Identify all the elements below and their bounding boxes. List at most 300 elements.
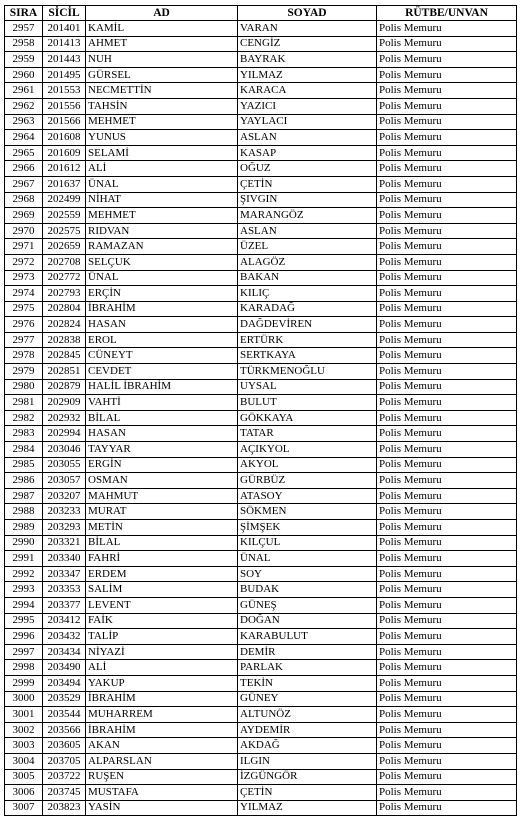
cell-soyad: ÜZEL	[238, 239, 377, 255]
table-row	[5, 254, 517, 270]
cell-ad: YAKUP	[86, 675, 238, 691]
cell-rutbe: Polis Memuru	[377, 644, 517, 660]
table-row	[5, 520, 517, 536]
header-sira: SIRA	[5, 6, 43, 21]
cell-rutbe: Polis Memuru	[377, 286, 517, 302]
cell-sicil: 203722	[43, 769, 86, 785]
cell-rutbe: Polis Memuru	[377, 660, 517, 676]
table-row	[5, 426, 517, 442]
cell-sira: 3002	[5, 722, 43, 738]
table-row	[5, 83, 517, 99]
cell-soyad: DAĞDEVİREN	[238, 317, 377, 333]
cell-sira: 3006	[5, 785, 43, 801]
cell-soyad: PARLAK	[238, 660, 377, 676]
cell-rutbe: Polis Memuru	[377, 317, 517, 333]
cell-soyad: ALAGÖZ	[238, 254, 377, 270]
cell-sicil: 202793	[43, 286, 86, 302]
cell-ad: HASAN	[86, 317, 238, 333]
cell-sicil: 201637	[43, 176, 86, 192]
cell-soyad: ÜNAL	[238, 551, 377, 567]
cell-sira: 2968	[5, 192, 43, 208]
cell-ad: YASİN	[86, 800, 238, 816]
cell-soyad: SOY	[238, 566, 377, 582]
cell-ad: ERGİN	[86, 457, 238, 473]
cell-ad: ÜNAL	[86, 176, 238, 192]
cell-rutbe: Polis Memuru	[377, 239, 517, 255]
cell-sira: 2994	[5, 597, 43, 613]
cell-sira: 2986	[5, 473, 43, 489]
cell-sira: 2962	[5, 98, 43, 114]
cell-sira: 2957	[5, 21, 43, 37]
cell-soyad: CENGİZ	[238, 36, 377, 52]
cell-soyad: BAKAN	[238, 270, 377, 286]
table-row	[5, 192, 517, 208]
cell-rutbe: Polis Memuru	[377, 426, 517, 442]
cell-sira: 3004	[5, 753, 43, 769]
cell-rutbe: Polis Memuru	[377, 613, 517, 629]
table-row	[5, 176, 517, 192]
cell-ad: BİLAL	[86, 535, 238, 551]
cell-rutbe: Polis Memuru	[377, 410, 517, 426]
cell-ad: TALİP	[86, 629, 238, 645]
cell-ad: İBRAHİM	[86, 722, 238, 738]
table-row	[5, 145, 517, 161]
cell-sicil: 202845	[43, 348, 86, 364]
cell-rutbe: Polis Memuru	[377, 223, 517, 239]
cell-ad: ÜNAL	[86, 270, 238, 286]
cell-soyad: ERTÜRK	[238, 332, 377, 348]
cell-ad: HALİL İBRAHİM	[86, 379, 238, 395]
cell-sira: 2987	[5, 488, 43, 504]
cell-sira: 2970	[5, 223, 43, 239]
table-row	[5, 644, 517, 660]
cell-rutbe: Polis Memuru	[377, 161, 517, 177]
cell-sira: 2979	[5, 364, 43, 380]
cell-sicil: 202772	[43, 270, 86, 286]
cell-sicil: 202879	[43, 379, 86, 395]
cell-ad: MEHMET	[86, 114, 238, 130]
cell-rutbe: Polis Memuru	[377, 457, 517, 473]
cell-ad: CEVDET	[86, 364, 238, 380]
cell-sira: 2971	[5, 239, 43, 255]
cell-rutbe: Polis Memuru	[377, 270, 517, 286]
cell-sira: 2992	[5, 566, 43, 582]
table-row	[5, 239, 517, 255]
table-row	[5, 114, 517, 130]
table-row	[5, 629, 517, 645]
cell-ad: BİLAL	[86, 410, 238, 426]
cell-rutbe: Polis Memuru	[377, 504, 517, 520]
cell-sicil: 203432	[43, 629, 86, 645]
table-row	[5, 36, 517, 52]
cell-soyad: YAZICI	[238, 98, 377, 114]
cell-rutbe: Polis Memuru	[377, 629, 517, 645]
cell-ad: RAMAZAN	[86, 239, 238, 255]
cell-ad: ALPARSLAN	[86, 753, 238, 769]
cell-ad: KAMİL	[86, 21, 238, 37]
cell-sicil: 203046	[43, 442, 86, 458]
table-row	[5, 130, 517, 146]
cell-soyad: GÜNEŞ	[238, 597, 377, 613]
cell-sira: 2995	[5, 613, 43, 629]
cell-ad: SALİM	[86, 582, 238, 598]
cell-rutbe: Polis Memuru	[377, 520, 517, 536]
table-row	[5, 348, 517, 364]
cell-ad: ALİ	[86, 660, 238, 676]
table-row	[5, 504, 517, 520]
cell-sicil: 203605	[43, 738, 86, 754]
cell-soyad: KILÇUL	[238, 535, 377, 551]
cell-sira: 3005	[5, 769, 43, 785]
cell-rutbe: Polis Memuru	[377, 130, 517, 146]
table-row	[5, 675, 517, 691]
cell-sicil: 203705	[43, 753, 86, 769]
cell-sira: 2958	[5, 36, 43, 52]
cell-rutbe: Polis Memuru	[377, 738, 517, 754]
cell-sicil: 203490	[43, 660, 86, 676]
cell-sicil: 203412	[43, 613, 86, 629]
cell-sicil: 201413	[43, 36, 86, 52]
table-row	[5, 535, 517, 551]
cell-sira: 2982	[5, 410, 43, 426]
cell-soyad: BULUT	[238, 395, 377, 411]
cell-soyad: GÜNEY	[238, 691, 377, 707]
cell-rutbe: Polis Memuru	[377, 722, 517, 738]
cell-sira: 2990	[5, 535, 43, 551]
cell-rutbe: Polis Memuru	[377, 582, 517, 598]
table-row	[5, 364, 517, 380]
cell-rutbe: Polis Memuru	[377, 83, 517, 99]
cell-soyad: GÜRBÜZ	[238, 473, 377, 489]
cell-sicil: 203377	[43, 597, 86, 613]
cell-rutbe: Polis Memuru	[377, 364, 517, 380]
table-row	[5, 769, 517, 785]
cell-sira: 2998	[5, 660, 43, 676]
cell-sicil: 202559	[43, 208, 86, 224]
cell-rutbe: Polis Memuru	[377, 145, 517, 161]
cell-sicil: 202932	[43, 410, 86, 426]
cell-soyad: MARANGÖZ	[238, 208, 377, 224]
table-row	[5, 379, 517, 395]
cell-ad: YUNUS	[86, 130, 238, 146]
table-row	[5, 208, 517, 224]
table-row	[5, 691, 517, 707]
cell-sicil: 203340	[43, 551, 86, 567]
table-row	[5, 21, 517, 37]
cell-ad: LEVENT	[86, 597, 238, 613]
cell-sira: 2961	[5, 83, 43, 99]
cell-sicil: 202824	[43, 317, 86, 333]
table-row	[5, 395, 517, 411]
cell-soyad: ŞİMŞEK	[238, 520, 377, 536]
cell-soyad: DEMİR	[238, 644, 377, 660]
cell-sicil: 203347	[43, 566, 86, 582]
table-row	[5, 410, 517, 426]
cell-soyad: KARACA	[238, 83, 377, 99]
table-row	[5, 67, 517, 83]
cell-ad: İBRAHİM	[86, 301, 238, 317]
cell-soyad: TÜRKMENOĞLU	[238, 364, 377, 380]
table-row	[5, 753, 517, 769]
cell-sicil: 201608	[43, 130, 86, 146]
cell-soyad: SÖKMEN	[238, 504, 377, 520]
cell-rutbe: Polis Memuru	[377, 675, 517, 691]
cell-sicil: 202708	[43, 254, 86, 270]
cell-ad: CÜNEYT	[86, 348, 238, 364]
cell-sicil: 201609	[43, 145, 86, 161]
cell-rutbe: Polis Memuru	[377, 301, 517, 317]
cell-ad: SELAMİ	[86, 145, 238, 161]
cell-sicil: 203494	[43, 675, 86, 691]
cell-rutbe: Polis Memuru	[377, 379, 517, 395]
table-row	[5, 442, 517, 458]
table-row	[5, 707, 517, 723]
cell-ad: MAHMUT	[86, 488, 238, 504]
cell-soyad: SERTKAYA	[238, 348, 377, 364]
cell-rutbe: Polis Memuru	[377, 348, 517, 364]
table-row	[5, 301, 517, 317]
cell-soyad: BUDAK	[238, 582, 377, 598]
cell-rutbe: Polis Memuru	[377, 551, 517, 567]
cell-sira: 2972	[5, 254, 43, 270]
cell-rutbe: Polis Memuru	[377, 332, 517, 348]
table-row	[5, 800, 517, 816]
table-row	[5, 223, 517, 239]
cell-sira: 3001	[5, 707, 43, 723]
cell-rutbe: Polis Memuru	[377, 114, 517, 130]
table-row	[5, 98, 517, 114]
cell-ad: FAİK	[86, 613, 238, 629]
cell-ad: EROL	[86, 332, 238, 348]
cell-soyad: TATAR	[238, 426, 377, 442]
cell-sira: 2980	[5, 379, 43, 395]
cell-rutbe: Polis Memuru	[377, 753, 517, 769]
cell-sira: 2978	[5, 348, 43, 364]
cell-sira: 2976	[5, 317, 43, 333]
cell-soyad: DOĞAN	[238, 613, 377, 629]
table-row	[5, 597, 517, 613]
cell-sira: 2983	[5, 426, 43, 442]
cell-sicil: 202994	[43, 426, 86, 442]
personnel-table	[4, 5, 517, 816]
cell-soyad: ILGIN	[238, 753, 377, 769]
cell-rutbe: Polis Memuru	[377, 473, 517, 489]
cell-sicil: 203353	[43, 582, 86, 598]
cell-ad: TAHSİN	[86, 98, 238, 114]
table-row	[5, 582, 517, 598]
header-rutbe: RÜTBE/UNVAN	[377, 6, 517, 21]
table-row	[5, 738, 517, 754]
cell-ad: MUSTAFA	[86, 785, 238, 801]
cell-soyad: İZGÜNGÖR	[238, 769, 377, 785]
cell-ad: FAHRİ	[86, 551, 238, 567]
cell-sira: 2989	[5, 520, 43, 536]
cell-ad: NİYAZİ	[86, 644, 238, 660]
cell-soyad: YILMAZ	[238, 800, 377, 816]
cell-soyad: YILMAZ	[238, 67, 377, 83]
cell-sicil: 202804	[43, 301, 86, 317]
cell-ad: MEHMET	[86, 208, 238, 224]
cell-sira: 2966	[5, 161, 43, 177]
cell-sicil: 201556	[43, 98, 86, 114]
cell-sicil: 203321	[43, 535, 86, 551]
cell-rutbe: Polis Memuru	[377, 98, 517, 114]
cell-rutbe: Polis Memuru	[377, 67, 517, 83]
cell-rutbe: Polis Memuru	[377, 192, 517, 208]
header-row	[5, 6, 517, 21]
cell-ad: METİN	[86, 520, 238, 536]
cell-sicil: 202575	[43, 223, 86, 239]
cell-rutbe: Polis Memuru	[377, 800, 517, 816]
cell-rutbe: Polis Memuru	[377, 769, 517, 785]
cell-sicil: 203055	[43, 457, 86, 473]
cell-sira: 2999	[5, 675, 43, 691]
cell-sira: 2984	[5, 442, 43, 458]
cell-ad: AKAN	[86, 738, 238, 754]
cell-sira: 2960	[5, 67, 43, 83]
table-row	[5, 332, 517, 348]
cell-ad: AHMET	[86, 36, 238, 52]
cell-sicil: 201566	[43, 114, 86, 130]
cell-sicil: 201443	[43, 52, 86, 68]
cell-rutbe: Polis Memuru	[377, 176, 517, 192]
cell-soyad: ÇETİN	[238, 176, 377, 192]
cell-rutbe: Polis Memuru	[377, 785, 517, 801]
table-body	[5, 21, 517, 816]
cell-sira: 2965	[5, 145, 43, 161]
cell-rutbe: Polis Memuru	[377, 395, 517, 411]
cell-ad: HASAN	[86, 426, 238, 442]
table-row	[5, 722, 517, 738]
header-sicil: SİCİL	[43, 6, 86, 21]
cell-sicil: 202851	[43, 364, 86, 380]
cell-sira: 2963	[5, 114, 43, 130]
cell-sicil: 201553	[43, 83, 86, 99]
cell-rutbe: Polis Memuru	[377, 566, 517, 582]
table-row	[5, 551, 517, 567]
cell-rutbe: Polis Memuru	[377, 707, 517, 723]
cell-rutbe: Polis Memuru	[377, 21, 517, 37]
cell-ad: GÜRSEL	[86, 67, 238, 83]
cell-rutbe: Polis Memuru	[377, 691, 517, 707]
cell-ad: NECMETTİN	[86, 83, 238, 99]
cell-sira: 2975	[5, 301, 43, 317]
table-row	[5, 473, 517, 489]
cell-soyad: VARAN	[238, 21, 377, 37]
cell-rutbe: Polis Memuru	[377, 488, 517, 504]
cell-sicil: 203823	[43, 800, 86, 816]
cell-soyad: UYSAL	[238, 379, 377, 395]
cell-soyad: OĞUZ	[238, 161, 377, 177]
cell-rutbe: Polis Memuru	[377, 52, 517, 68]
cell-sicil: 203566	[43, 722, 86, 738]
cell-sira: 2964	[5, 130, 43, 146]
cell-sicil: 203207	[43, 488, 86, 504]
cell-sicil: 202838	[43, 332, 86, 348]
cell-soyad: AKYOL	[238, 457, 377, 473]
cell-sira: 3003	[5, 738, 43, 754]
cell-ad: MUHARREM	[86, 707, 238, 723]
cell-ad: İBRAHİM	[86, 691, 238, 707]
cell-soyad: KARADAĞ	[238, 301, 377, 317]
table-row	[5, 52, 517, 68]
cell-sira: 2974	[5, 286, 43, 302]
table-row	[5, 488, 517, 504]
cell-sira: 2973	[5, 270, 43, 286]
cell-soyad: BAYRAK	[238, 52, 377, 68]
cell-soyad: YAYLACI	[238, 114, 377, 130]
table-row	[5, 457, 517, 473]
cell-sira: 2997	[5, 644, 43, 660]
cell-rutbe: Polis Memuru	[377, 254, 517, 270]
cell-soyad: AÇIKYOL	[238, 442, 377, 458]
cell-ad: NİHAT	[86, 192, 238, 208]
cell-sicil: 201612	[43, 161, 86, 177]
cell-sira: 2977	[5, 332, 43, 348]
cell-soyad: ALTUNÖZ	[238, 707, 377, 723]
cell-soyad: TEKİN	[238, 675, 377, 691]
cell-sicil: 201401	[43, 21, 86, 37]
cell-sicil: 203434	[43, 644, 86, 660]
cell-rutbe: Polis Memuru	[377, 535, 517, 551]
cell-sira: 2996	[5, 629, 43, 645]
cell-sicil: 202499	[43, 192, 86, 208]
table-row	[5, 317, 517, 333]
cell-ad: VAHTİ	[86, 395, 238, 411]
header-ad: AD	[86, 6, 238, 21]
cell-ad: ERDEM	[86, 566, 238, 582]
cell-sicil: 202659	[43, 239, 86, 255]
cell-sira: 2967	[5, 176, 43, 192]
cell-sira: 2981	[5, 395, 43, 411]
header-soyad: SOYAD	[238, 6, 377, 21]
cell-rutbe: Polis Memuru	[377, 208, 517, 224]
cell-sira: 2985	[5, 457, 43, 473]
cell-rutbe: Polis Memuru	[377, 597, 517, 613]
cell-sira: 2959	[5, 52, 43, 68]
table-row	[5, 161, 517, 177]
cell-sicil: 201495	[43, 67, 86, 83]
cell-sira: 2991	[5, 551, 43, 567]
cell-sira: 2993	[5, 582, 43, 598]
table-row	[5, 660, 517, 676]
cell-sicil: 203745	[43, 785, 86, 801]
cell-soyad: KILIÇ	[238, 286, 377, 302]
cell-sicil: 203544	[43, 707, 86, 723]
cell-soyad: AKDAĞ	[238, 738, 377, 754]
cell-ad: RUŞEN	[86, 769, 238, 785]
table-row	[5, 785, 517, 801]
table-row	[5, 613, 517, 629]
cell-ad: NUH	[86, 52, 238, 68]
cell-sira: 2969	[5, 208, 43, 224]
table-row	[5, 566, 517, 582]
cell-sicil: 203529	[43, 691, 86, 707]
cell-ad: RIDVAN	[86, 223, 238, 239]
cell-ad: TAYYAR	[86, 442, 238, 458]
cell-soyad: ASLAN	[238, 130, 377, 146]
cell-soyad: ŞIVGIN	[238, 192, 377, 208]
cell-soyad: ÇETİN	[238, 785, 377, 801]
cell-sira: 3007	[5, 800, 43, 816]
cell-ad: ALİ	[86, 161, 238, 177]
cell-sicil: 203057	[43, 473, 86, 489]
cell-sicil: 203293	[43, 520, 86, 536]
cell-soyad: ATASOY	[238, 488, 377, 504]
cell-sicil: 202909	[43, 395, 86, 411]
cell-sicil: 203233	[43, 504, 86, 520]
cell-soyad: KARABULUT	[238, 629, 377, 645]
